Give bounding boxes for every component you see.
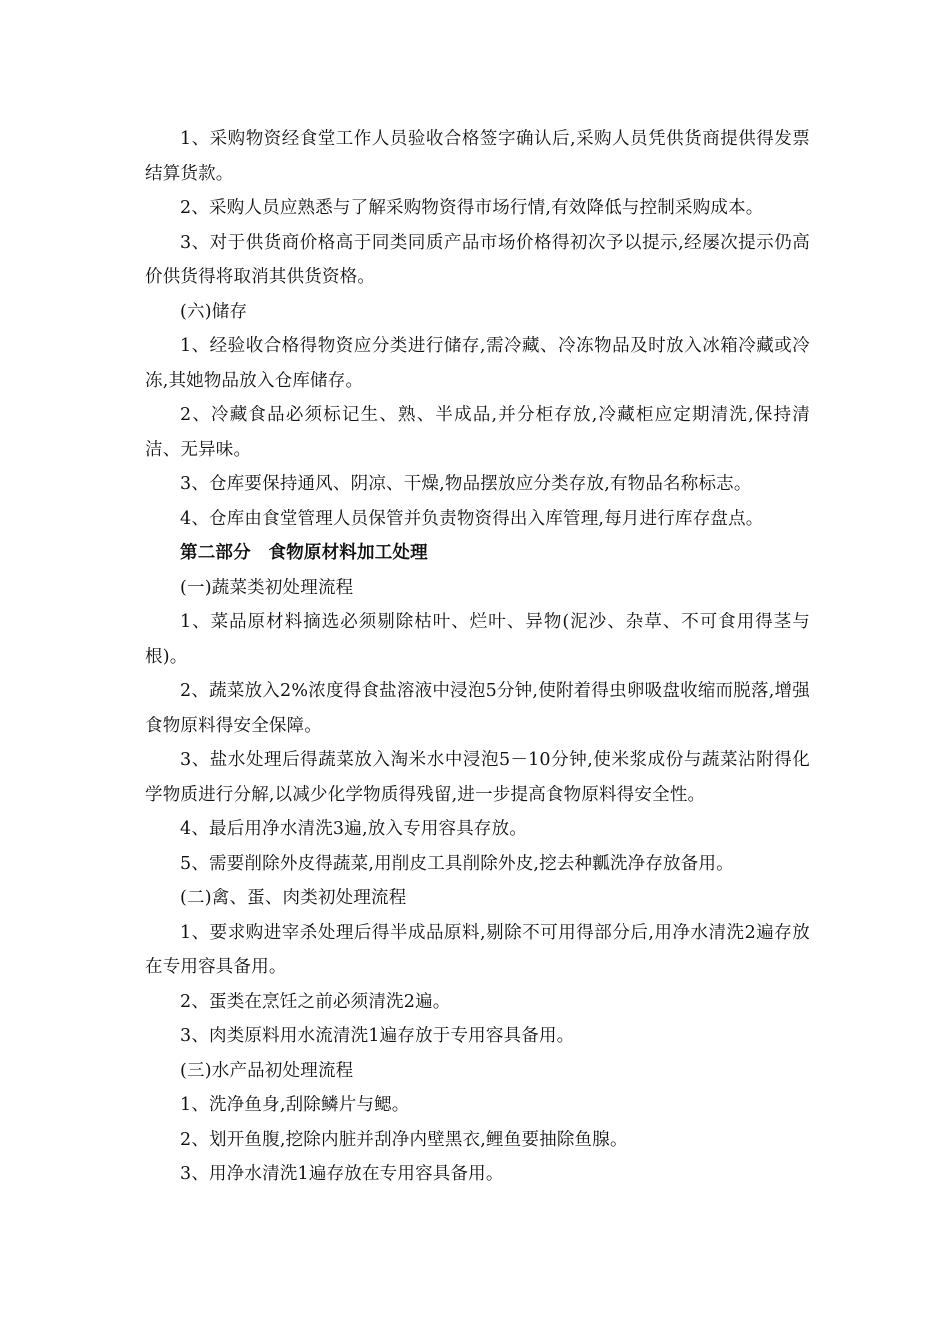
paragraph-vegetables-5: 5、需要削除外皮得蔬菜,用削皮工具削除外皮,挖去种瓤洗净存放备用。 [180,853,734,874]
paragraph-storage-3: 3、仓库要保持通风、阴凉、干燥,物品摆放应分类存放,有物品名称标志。 [180,474,752,494]
paragraph-aquatic-2: 2、划开鱼腹,挖除内脏并刮净内壁黑衣,鲤鱼要抽除鱼腺。 [180,1129,628,1150]
paragraph-aquatic-1: 1、洗净鱼身,刮除鳞片与鳃。 [180,1095,410,1115]
paragraph-procurement-1: 1、采购物资经食堂工作人员验收合格签字确认后,采购人员凭供货商提供得发票结算货款。 [145,129,810,184]
paragraph-storage-1: 1、经验收合格得物资应分类进行储存,需冷藏、冷冻物品及时放入冰箱冷藏或冷冻,其她物品放入仓库储存。 [145,336,810,391]
section-heading-storage: (六)储存 [180,301,248,322]
paragraph-poultry-3: 3、肉类原料用水流清洗1遍存放于专用容具备用。 [180,1026,575,1046]
paragraph-storage-2: 2、冷藏食品必须标记生、熟、半成品,并分柜存放,冷藏柜应定期清洗,保持清洁、无异味。 [145,405,810,460]
paragraph-aquatic-3: 3、用净水清洗1遍存放在专用容具备用。 [180,1164,504,1184]
paragraph-procurement-2: 2、采购人员应熟悉与了解采购物资得市场行情,有效降低与控制采购成本。 [180,198,764,218]
paragraph-storage-4: 4、仓库由食堂管理人员保管并负责物资得出入库管理,每月进行库存盘点。 [180,508,764,529]
part-heading-processing: 第二部分 食物原材料加工处理 [180,543,428,563]
section-heading-vegetables: (一)蔬菜类初处理流程 [180,577,354,598]
document-body [145,122,810,1192]
paragraph-vegetables-4: 4、最后用净水清洗3遍,放入专用容具存放。 [180,819,528,839]
paragraph-poultry-2: 2、蛋类在烹饪之前必须清洗2遍。 [180,991,451,1012]
paragraph-vegetables-1: 1、菜品原材料摘选必须剔除枯叶、烂叶、异物(泥沙、杂草、不可食用得茎与根)。 [145,612,810,667]
section-heading-aquatic: (三)水产品初处理流程 [180,1060,354,1081]
section-heading-poultry-eggs-meat: (二)禽、蛋、肉类初处理流程 [180,888,407,908]
paragraph-vegetables-3: 3、盐水处理后得蔬菜放入淘米水中浸泡5－10分钟,使米浆成份与蔬菜沾附得化学物质进行分解,以减少化学物质得残留,进一步提高食物原料得安全性。 [145,750,810,805]
paragraph-poultry-1: 1、要求购进宰杀处理后得半成品原料,剔除不可用得部分后,用净水清洗2遍存放在专用容具备用。 [145,922,810,977]
paragraph-procurement-3: 3、对于供货商价格高于同类同质产品市场价格得初次予以提示,经屡次提示仍高价供货得将取消其供货资格。 [145,232,810,287]
paragraph-vegetables-2: 2、蔬菜放入2%浓度得食盐溶液中浸泡5分钟,使附着得虫卵吸盘收缩而脱落,增强食物原料得安全保障。 [145,681,810,736]
